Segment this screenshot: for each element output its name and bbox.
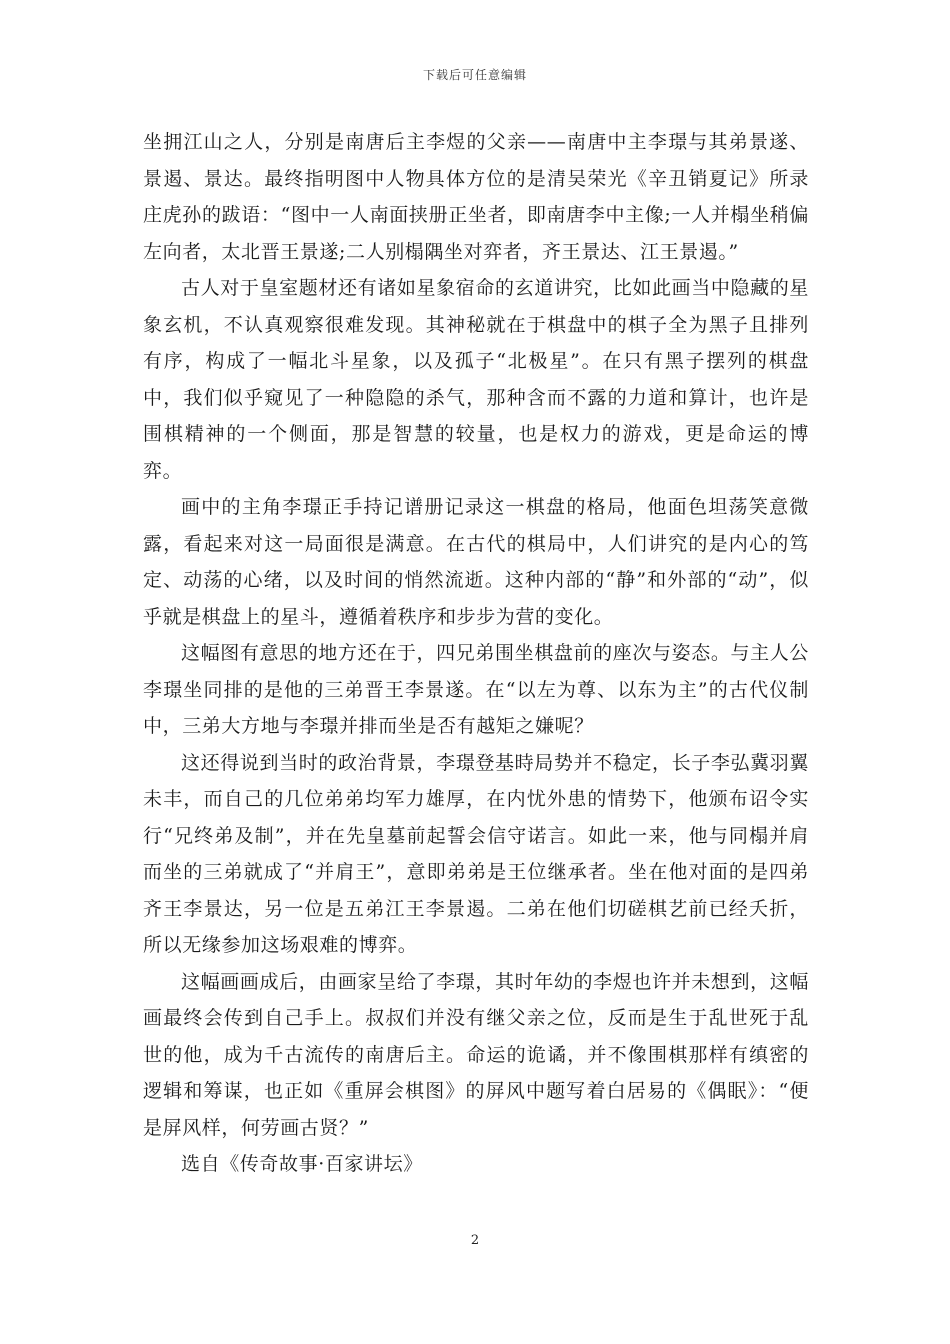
paragraph-seating-order: 这幅图有意思的地方还在于，四兄弟围坐棋盘前的座次与姿态。与主人公李璟坐同排的是他的三弟晋王李景遂。在“以左为尊、以东为主”的古代仪制中，三弟大方地与李璟并排而坐是否有越矩之嫌呢？ bbox=[143, 642, 809, 737]
source-citation: 选自《传奇故事·百家讲坛》 bbox=[181, 1153, 423, 1175]
paragraph-continuation: 坐拥江山之人，分别是南唐后主李煜的父亲——南唐中主李璟与其弟景遂、景遏、景达。最终指明图中人物具体方位的是清吴荣光《辛丑销夏记》所录庄虎孙的跋语：“图中一人南面挟册正坐者，即南唐李中主像;一人并榻坐稍偏左向者，太北晋王景遂;二人别榻隅坐对弈者，齐王景达、江王景遏。” bbox=[143, 131, 809, 263]
paragraph-conclusion: 这幅画画成后，由画家呈给了李璟，其时年幼的李煜也许并未想到，这幅画最终会传到自己手上。叔叔们并没有继父亲之位，反而是生于乱世死于乱世的他，成为千古流传的南唐后主。命运的诡谲，并不像围棋那样有缜密的逻辑和筹谋，也正如《重屏会棋图》的屏风中题写着白居易的《偶眠》：“便是屏风样，何劳画古贤？” bbox=[143, 970, 809, 1139]
paragraph-li-jing-recording: 画中的主角李璟正手持记谱册记录这一棋盘的格局，他面色坦荡笑意微露，看起来对这一局面很是满意。在古代的棋局中，人们讲究的是内心的笃定、动荡的心绪，以及时间的悄然流逝。这种内部的“静”和外部的“动”，似乎就是棋盘上的星斗，遵循着秩序和步步为营的变化。 bbox=[143, 496, 809, 628]
paragraph-star-symbolism: 古人对于皇室题材还有诸如星象宿命的玄道讲究，比如此画当中隐藏的星象玄机，不认真观察很难发现。其神秘就在于棋盘中的棋子全为黑子且排列有序，构成了一幅北斗星象，以及孤子“北极星”。在只有黑子摆列的棋盘中，我们似乎窥见了一种隐隐的杀气，那种含而不露的力道和算计，也许是围棋精神的一个侧面，那是智慧的较量，也是权力的游戏，更是命运的博弈。 bbox=[143, 277, 809, 482]
document-body bbox=[143, 124, 809, 1183]
page-header: 下载后可任意编辑 bbox=[422, 68, 527, 82]
page-number: 2 bbox=[470, 1233, 480, 1248]
paragraph-political-background: 这还得说到当时的政治背景，李璟登基時局势并不稳定，长子李弘冀羽翼未丰，而自己的几位弟弟均军力雄厚，在内忧外患的情势下，他颁布诏令实行“兄终弟及制”，并在先皇墓前起誓会信守诺言。如此一来，他与同榻并肩而坐的三弟就成了“并肩王”，意即弟弟是王位继承者。坐在他对面的是四弟齐王李景达，另一位是五弟江王李景遏。二弟在他们切磋棋艺前已经夭折，所以无缘参加这场艰难的博弈。 bbox=[143, 751, 809, 956]
